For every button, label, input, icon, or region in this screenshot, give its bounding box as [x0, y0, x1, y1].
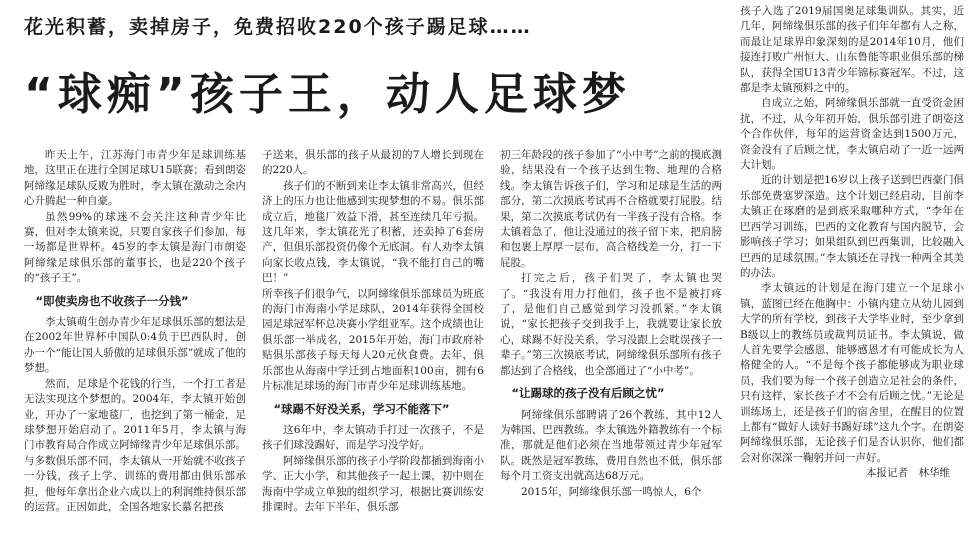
paragraph: 这6年中，李太镇动手打过一次孩子，不是孩子们球没踢好，而是学习没学好。 [262, 423, 484, 452]
article-column-2 [262, 148, 484, 528]
section-heading: “球踢不好没关系，学习不能落下” [273, 401, 450, 416]
article-subtitle: 花光积蓄，卖掉房子，免费招收220个孩子踢足球…… [24, 16, 532, 38]
paragraph: 孩子们的不断到来让李太镇非常高兴，但经济上的压力也让他感到实现梦想的不易。俱乐部成立后，地毯厂效益下滑，甚至连续几年亏损。这几年来，李太镇花光了积蓄，还卖掉了6套房产，但俱乐部投资仍像个无底洞。有人劝李太镇向家长收点钱，李太镇说，“我不能打自己的嘴巴！” [262, 179, 484, 285]
paragraph: 虽然99%的球迷不会关注这种青少年比赛，但对李太镇来说，只要自家孩子们参加，每一场都是世界杯。45岁的李太镇是海门市朗姿阿缔缘足球俱乐部的董事长，也是220个孩子的“孩子王”。 [24, 210, 246, 285]
article-column-3 [500, 148, 722, 528]
section-heading: “让踢球的孩子没有后顾之忧” [511, 386, 665, 401]
paragraph: 阿缔缘俱乐部聘请了26个教练，其中12人为韩国、巴西教练。李太镇选外籍教练有一个标准，那就是他们必须在当地带领过青少年冠军队。既然是冠军教练，费用自然也不低，俱乐部每个月工资支出就高达68万元。 [500, 408, 722, 483]
paragraph: 子送来，俱乐部的孩子从最初的7人增长到现在的220人。 [262, 149, 484, 177]
paragraph: 自成立之始，阿缔缘俱乐部就一直受资金困扰，不过，从今年初开始，俱乐部引进了朗姿这个合作伙伴，每年的运营资金达到1500万元，资金没有了后顾之忧，李太镇启动了一近一远两大计划。 [740, 97, 964, 172]
section-heading: “即使卖房也不收孩子一分钱” [35, 293, 189, 308]
paragraph: 所幸孩子们很争气，以阿缔缘俱乐部球员为班底的海门市海南小学足球队，2014年获得全国校园足球冠军杯总决赛小学组亚军。这个成绩也让俱乐部一举成名，2015年开始，海门市政府补贴俱乐部孩子每天每人20元伙食费。去年，俱乐部也从海南中学迁到占地面积100亩，拥有6片标准足球场的海门市青少年足球训练基地。 [262, 287, 484, 393]
article-column-4 [740, 4, 964, 528]
paragraph: 2015年，阿缔缘俱乐部一鸣惊人，6个 [521, 485, 702, 498]
author-byline: 本报记者 林华维 [866, 467, 950, 480]
paragraph: 打完之后，孩子们哭了，李太镇也哭了。“我没有用力打他们，孩子也不是被打疼了，是他们自己感觉到学习没抓紧。”李太镇说，“家长把孩子交到我手上，我就要让家长放心，球踢不好没关系，学习没跟上会耽误孩子一辈子。”第三次摸底考试，阿缔缘俱乐部所有孩子都达到了合格线，也全部通过了“小中考”。 [500, 272, 722, 377]
paragraph: 初三年龄段的孩子参加了“小中考”之前的摸底测验，结果没有一个孩子达到生物、地理的合格线。李太镇告诉孩子们，学习和足球是生活的两部分，第二次摸底考试再不合格就要打屁股。结果，第二次摸底考试仍有一半孩子没有合格。李太镇着急了，他让没通过的孩子留下来，把肩膀和包裹上厚厚一层布，高合格线差一分，打一下屁股。 [500, 149, 722, 269]
paragraph: 孩子入选了2019届国奥足球集训队。其实，近几年，阿缔缘俱乐部的孩子们年年都有人之称，而最让足球界印象深刻的是2014年10月，他们接连打败广州恒大、山东鲁能等职业俱乐部的梯队，获得全国U13青少年锦标赛冠军。不过，这都是李太镇预料之中的。 [740, 5, 964, 95]
paragraph: 近的计划是把16岁以上孩子送到巴西豪门俱乐部免费塞罗深造。这个计划已经启动，目前李太镇正在琢磨的是到底采取哪种方式，“李年在巴西学习训练，巴西的文化教育与国内脱节，会影响孩子学习；如果组队到巴西集训，比较融入巴西的足球氛围。”李太镇还在寻找一种两全其美的办法。 [740, 174, 964, 279]
article-column-1 [24, 148, 246, 528]
paragraph: 昨天上午，江苏海门市青少年足球训练基地，这里正在进行全国足球U15联赛；看到朗姿阿缔缘足球队反败为胜时，李太镇在激动之余内心升腾起一种自豪。 [24, 149, 246, 208]
paragraph: 然而，足球是个花钱的行当，一个打工者是无法实现这个梦想的。2004年，李太镇开始创业，开办了一家地毯厂，也挖到了第一桶金，足球梦想开始启动了。2011年5月，李太镇与海门市教育局合作成立阿缔缘青少年足球俱乐部。与多数俱乐部不同，李太镇从一开始就不收孩子一分钱，孩子上学、训练的费用都由俱乐部承担，他每年拿出企业六成以上的利润维持俱乐部的运营。正因如此，全国各地家长慕名把孩 [24, 377, 246, 513]
paragraph: 李太镇远的计划是在海门建立一个足球小镇，蓝图已经在他胸中：小镇内建立从幼儿园到大学的所有学校，到孩子大学毕业时，至少拿到B级以上的教练员或裁判员证书。李太镇说，做人首先要学会感恩，能够感恩才有可能成长为人格健全的人。“不是每个孩子都能够成为职业球员，我们要为每一个孩子创造立足社会的条件，只有这样，家长孩子才不会有后顾之忧。”无论是训练场上，还是孩子们的宿舍里，在醒目的位置上都有“做好人读好书踢好球”这九个字。在朗姿阿缔缘俱乐部，无论孩子们是否认识你，他们都会对你深深一鞠躬并问一声好。 [740, 282, 964, 464]
paragraph: 阿缔缘俱乐部的孩子小学阶段都插到海南小学、正大小学，和其他孩子一起上课，初中则在海南中学成立单独的组织学习，根据比赛训练安排课时。去年下半年，俱乐部 [262, 454, 484, 513]
paragraph: 李太镇萌生创办青少年足球俱乐部的想法是在2002年世界杯中国队0:4负于巴西队时，创办一个“能让国人骄傲的足球俱乐部”就成了他的梦想。 [24, 316, 246, 375]
article-headline: “球痴”孩子王，动人足球梦 [24, 69, 631, 120]
